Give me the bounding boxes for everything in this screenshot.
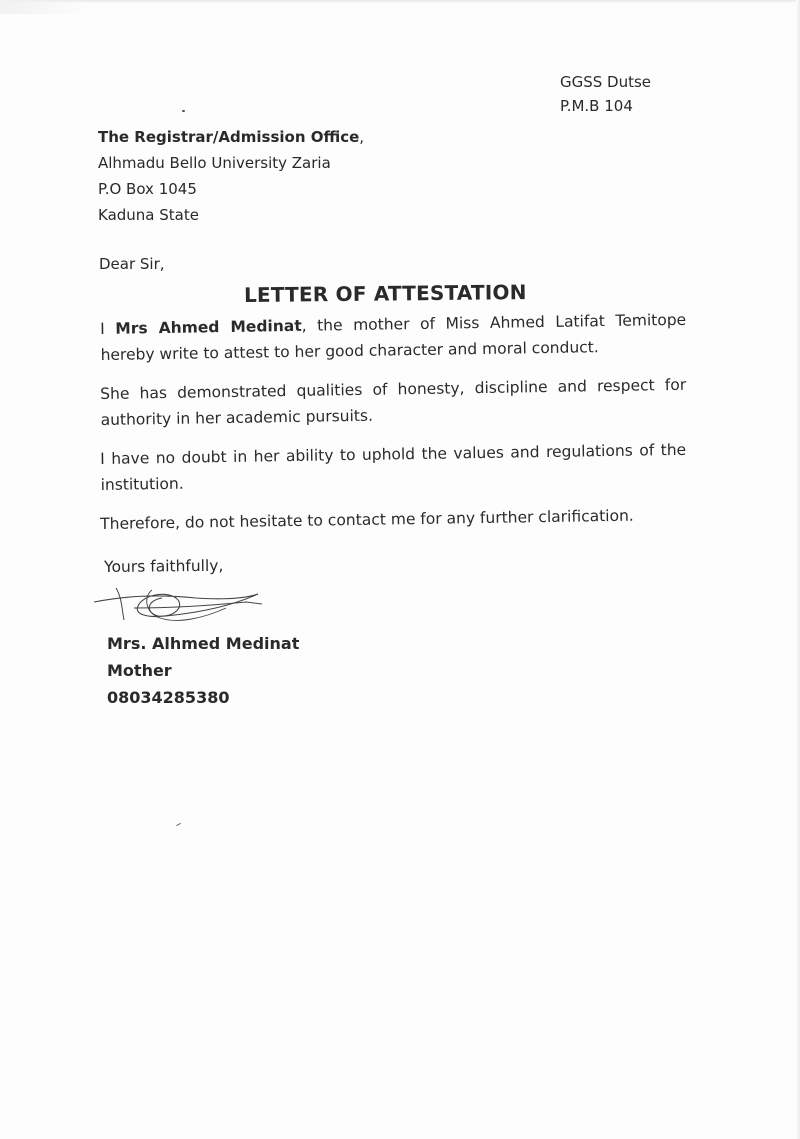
- body-text: , the mother of Miss Ahmed Latifat Temitope hereby write to attest to her good character and moral conduct.: [100, 310, 687, 364]
- signatory-role: Mother: [107, 661, 172, 680]
- scan-edge-top: [0, 0, 800, 3]
- letter-heading: LETTER OF ATTESTATION: [243, 280, 527, 307]
- sender-address-line: GGSS Dutse: [560, 73, 652, 91]
- signature-block: [107, 630, 299, 711]
- scan-smudge: [0, 0, 90, 14]
- body-paragraph: Therefore, do not hesitate to contact me for any further clarification.: [100, 506, 634, 533]
- signatory-phone: 08034285380: [107, 688, 230, 707]
- recipient-address-line: Alhmadu Bello University Zaria: [98, 154, 331, 172]
- recipient-title: The Registrar/Admission Office: [98, 128, 360, 146]
- author-name-inline: Mrs Ahmed Medinat: [115, 316, 302, 338]
- body-prefix: I: [100, 319, 116, 338]
- ink-speck: [182, 110, 185, 112]
- sender-address: [560, 70, 651, 118]
- recipient-title-punct: ,: [359, 128, 365, 146]
- scan-edge-right: [796, 0, 800, 1139]
- signatory-name: Mrs. Alhmed Medinat: [107, 634, 300, 653]
- recipient-address-line: Kaduna State: [98, 206, 199, 224]
- recipient-address-line: P.O Box 1045: [98, 180, 197, 198]
- body-paragraph: [100, 307, 687, 368]
- closing: Yours faithfully,: [104, 556, 224, 576]
- recipient-address: [98, 124, 364, 228]
- body-paragraph: I have no doubt in her ability to uphold the values and regulations of the institution.: [100, 440, 687, 494]
- handwritten-signature: [86, 578, 276, 628]
- sender-address-line: P.M.B 104: [560, 97, 633, 115]
- recipient-title-line: [98, 124, 364, 150]
- salutation: Dear Sir,: [99, 255, 165, 273]
- ink-speck: [176, 823, 181, 826]
- body-paragraph: She has demonstrated qualities of honesty, discipline and respect for authority in her academic pursuits.: [100, 375, 687, 429]
